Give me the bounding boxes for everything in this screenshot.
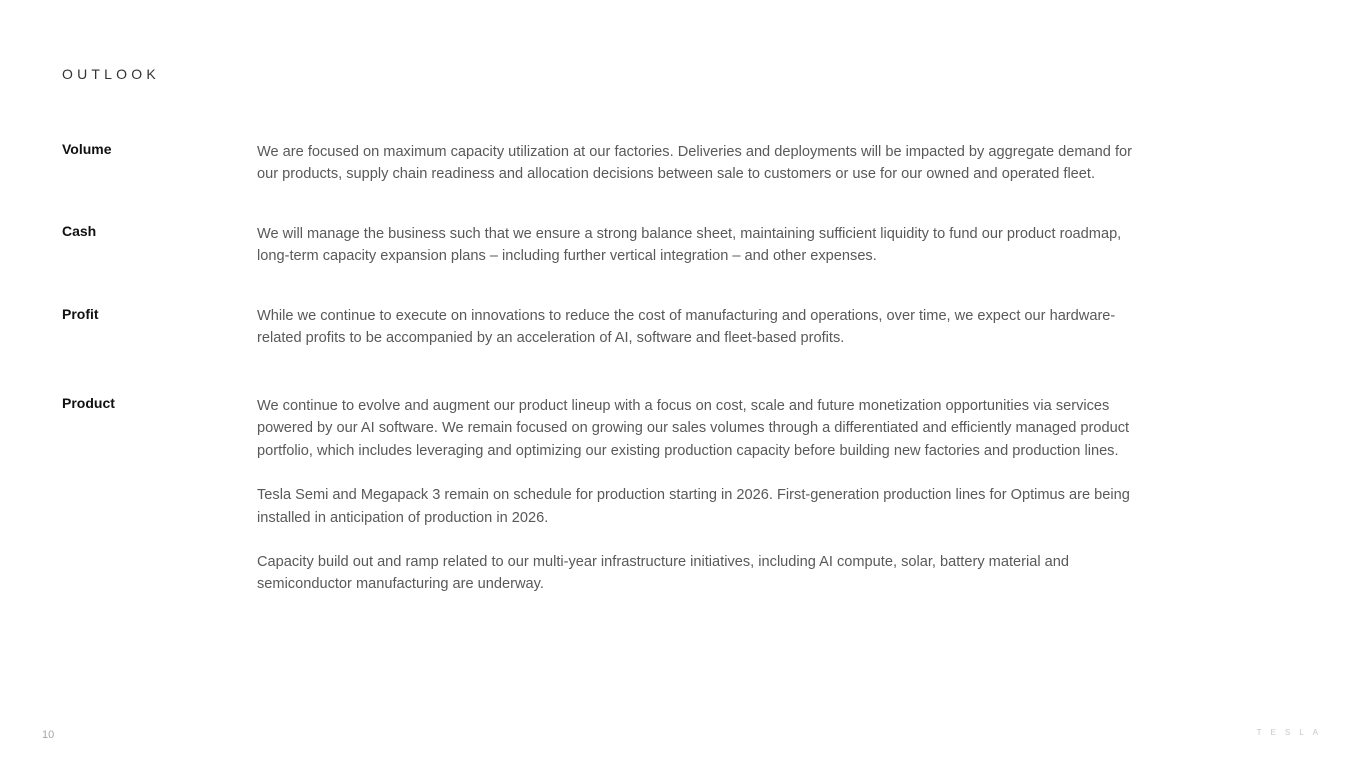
section-label: Product	[62, 395, 115, 411]
section-label: Volume	[62, 141, 112, 157]
text-line: powered by our AI software. We remain focused on growing our sales volumes through a differentiated and efficiently managed product	[257, 420, 1130, 437]
text-line: our products, supply chain readiness and allocation decisions between sale to customers or use for our owned and operated fleet.	[257, 166, 1096, 183]
section-label: Profit	[62, 306, 99, 322]
section-body	[257, 305, 1147, 350]
text-line: Capacity build out and ramp related to our multi-year infrastructure initiatives, including AI compute, solar, battery material and	[257, 554, 1069, 571]
paragraph	[257, 223, 1147, 268]
brand-logo: TESLA	[1256, 728, 1327, 737]
section-body	[257, 395, 1147, 596]
page-title: OUTLOOK	[62, 66, 160, 82]
text-line: We will manage the business such that we ensure a strong balance sheet, maintaining sufficient liquidity to fund our product roadmap,	[257, 226, 1122, 242]
text-line: While we continue to execute on innovations to reduce the cost of manufacturing and operations, over time, we expect our hardware-	[257, 308, 1116, 324]
paragraph	[257, 484, 1147, 529]
text-line: We continue to evolve and augment our product lineup with a focus on cost, scale and future monetization opportunities via services	[257, 398, 1110, 414]
paragraph	[257, 551, 1147, 596]
page-number: 10	[42, 729, 55, 741]
paragraph	[257, 141, 1147, 186]
text-line: installed in anticipation of production in 2026.	[257, 509, 549, 526]
text-line: We are focused on maximum capacity utilization at our factories. Deliveries and deployments will be impacted by aggregate demand for	[257, 144, 1132, 160]
paragraph	[257, 305, 1147, 350]
section-label: Cash	[62, 223, 97, 239]
text-line: semiconductor manufacturing are underway.	[257, 576, 544, 593]
text-line: portfolio, which includes leveraging and optimizing our existing production capacity before building new factories and production lines.	[257, 442, 1119, 459]
section-body	[257, 223, 1147, 268]
section-body	[257, 141, 1147, 186]
paragraph	[257, 395, 1147, 462]
text-line: related profits to be accompanied by an acceleration of AI, software and fleet-based profits.	[257, 330, 845, 347]
text-line: Tesla Semi and Megapack 3 remain on schedule for production starting in 2026. First-generation production lines for Optimus are being	[257, 487, 1130, 504]
text-line: long-term capacity expansion plans – including further vertical integration – and other expenses.	[257, 248, 877, 265]
